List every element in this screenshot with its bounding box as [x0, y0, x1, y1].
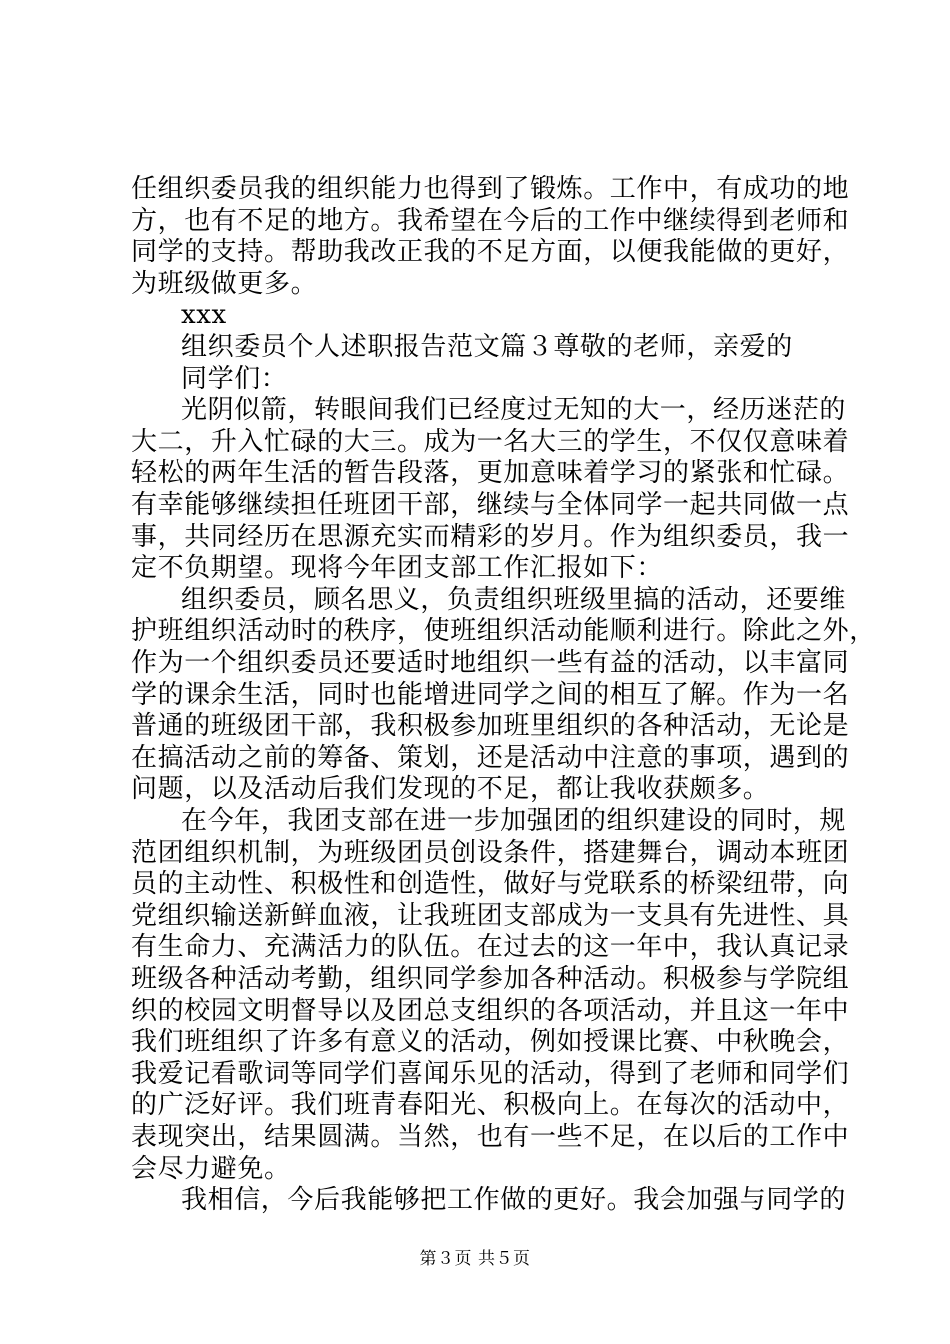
- body-text-line: 护班组织活动时的秩序，使班组织活动能顺利进行。除此之外，: [131, 616, 876, 647]
- body-text-line: 在搞活动之前的筹备、策划，还是活动中注意的事项，遇到的: [131, 742, 850, 773]
- body-text-line: 作为一个组织委员还要适时地组织一些有益的活动，以丰富同: [131, 648, 850, 678]
- paragraph-first-line: 组织委员，顾名思义，负责组织班级里搞的活动，还要维: [181, 584, 847, 615]
- body-text-line: 会尽力避免。: [131, 1153, 291, 1184]
- signature-line: xxx: [181, 300, 227, 331]
- body-text-line: 我爱记看歌词等同学们喜闻乐见的活动，得到了老师和同学们: [131, 1058, 850, 1089]
- body-text-line: 事，共同经历在思源充实而精彩的岁月。作为组织委员，我一: [131, 521, 850, 552]
- body-text-line: 班级各种活动考勤，组织同学参加各种活动。积极参与学院组: [131, 964, 850, 994]
- body-text-line: 表现突出，结果圆满。当然，也有一些不足，在以后的工作中: [131, 1122, 850, 1152]
- body-text-line: 员的主动性、积极性和创造性，做好与党联系的桥梁纽带，向: [131, 869, 850, 900]
- paragraph-first-line: 光阴似箭，转眼间我们已经度过无知的大一，经历迷茫的: [181, 395, 847, 426]
- section-heading: 组织委员个人述职报告范文篇３尊敬的老师，亲爱的: [181, 332, 793, 362]
- paragraph-first-line: 我相信，今后我能够把工作做的更好。我会加强与同学的: [181, 1185, 847, 1216]
- body-text-line: 学的课余生活，同时也能增进同学之间的相互了解。作为一名: [131, 679, 850, 710]
- body-text-line: 有幸能够继续担任班团干部，继续与全体同学一起共同做一点: [131, 490, 850, 520]
- body-text-line: 轻松的两年生活的暂告段落，更加意味着学习的紧张和忙碌。: [131, 458, 850, 489]
- body-text-line: 同学的支持。帮助我改正我的不足方面，以便我能做的更好，: [131, 237, 850, 268]
- body-text-line: 普通的班级团干部，我积极参加班里组织的各种活动，无论是: [131, 711, 850, 742]
- body-text-line: 定不负期望。现将今年团支部工作汇报如下：: [131, 553, 664, 584]
- paragraph-first-line: 在今年，我团支部在进一步加强团的组织建设的同时，规: [181, 806, 847, 836]
- body-text-line: 问题，以及活动后我们发现的不足，都让我收获颇多。: [131, 774, 770, 805]
- page-number-footer: 第３页 共５页: [419, 1249, 531, 1269]
- body-text-line: 为班级做更多。: [131, 268, 318, 299]
- body-text-line: 有生命力、充满活力的队伍。在过去的这一年中，我认真记录: [131, 932, 850, 963]
- body-text-line: 任组织委员我的组织能力也得到了锻炼。工作中，有成功的地: [131, 174, 850, 204]
- body-text-line: 大二，升入忙碌的大三。成为一名大三的学生，不仅仅意味着: [131, 426, 850, 457]
- body-text-line: 的广泛好评。我们班青春阳光、积极向上。在每次的活动中，: [131, 1090, 850, 1121]
- body-text-line: 我们班组织了许多有意义的活动，例如授课比赛、中秋晚会，: [131, 1027, 850, 1058]
- body-text-line: 方，也有不足的地方。我希望在今后的工作中继续得到老师和: [131, 205, 850, 236]
- body-text-line: 织的校园文明督导以及团总支组织的各项活动，并且这一年中: [131, 995, 850, 1026]
- body-text-line: 范团组织机制，为班级团员创设条件，搭建舞台，调动本班团: [131, 837, 850, 868]
- body-text-line: 党组织输送新鲜血液，让我班团支部成为一支具有先进性、具: [131, 900, 850, 931]
- salutation-line: 同学们：: [181, 363, 288, 394]
